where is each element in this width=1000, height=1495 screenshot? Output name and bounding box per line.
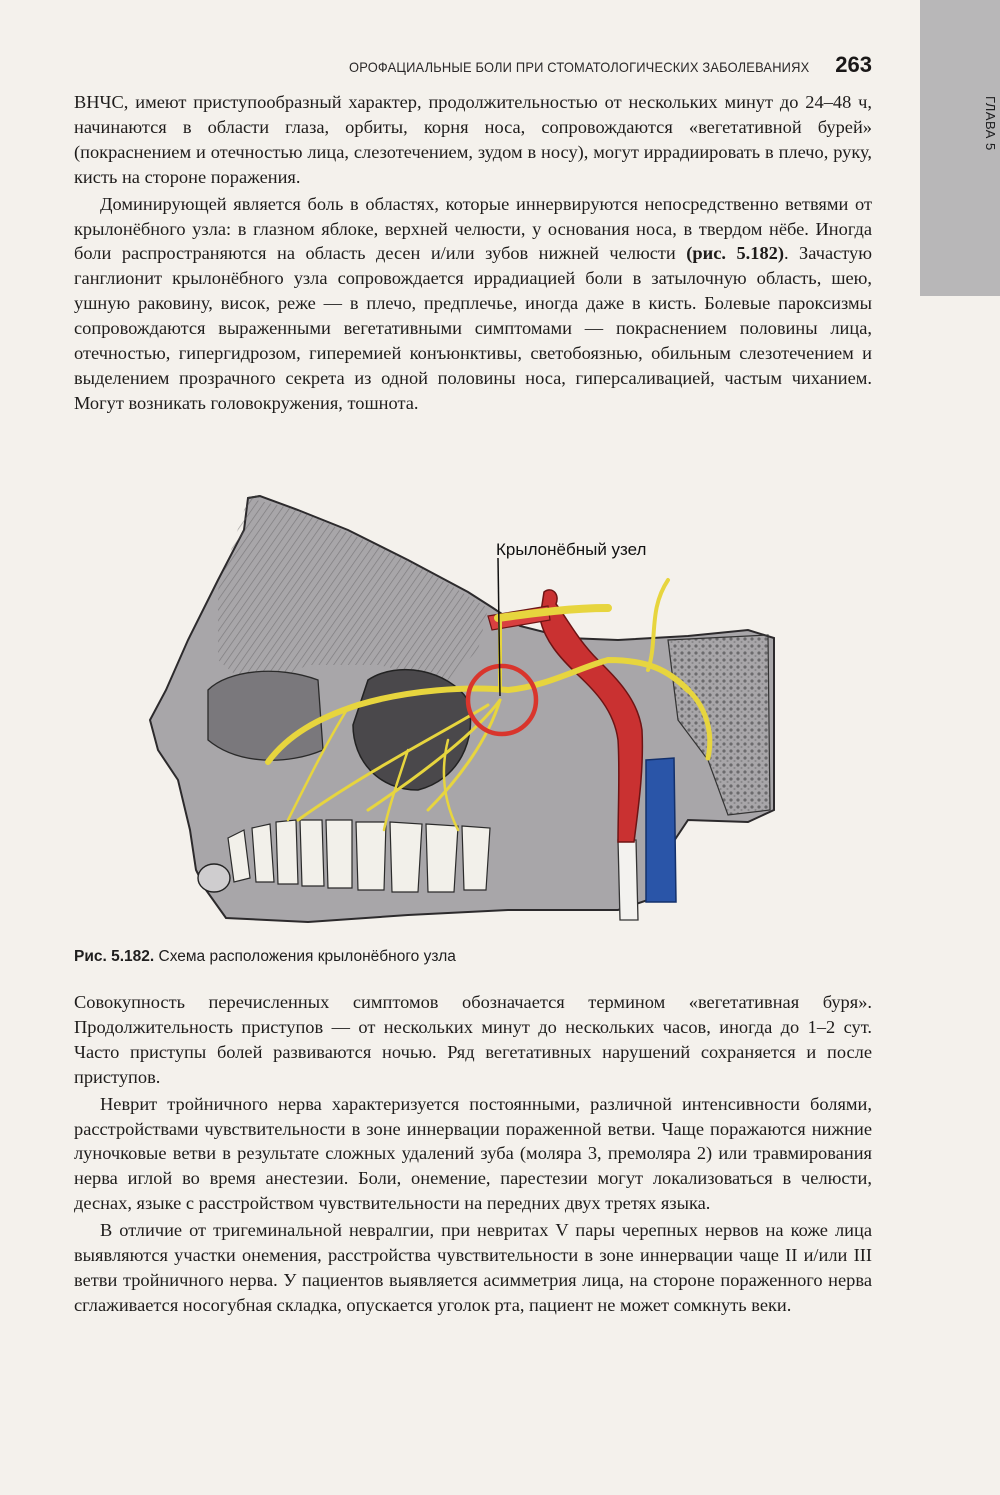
tooth: [300, 820, 324, 886]
figure-pterygopalatine-ganglion: [148, 490, 780, 930]
upper-teeth: [228, 820, 490, 892]
tooth: [462, 826, 490, 890]
running-header: [0, 52, 872, 78]
tooth: [356, 822, 386, 890]
body-text-top: [74, 90, 872, 416]
tooth: [390, 822, 422, 892]
paragraph: ВНЧС, имеют приступообразный характер, продолжительностью от нескольких минут до 24–48 ч, начинаются в области глаза, орбиты, корня носа, сопровождаются «вегетативной бурей» (покраснением и отечностью лица, слезотечением, зудом в носу), могут иррадиировать в плечо, руку, кисть на стороне поражения.: [74, 92, 872, 187]
caption-number: Рис. 5.182.: [74, 948, 155, 965]
paragraph: В отличие от тригеминальной невралгии, при невритах V пары черепных нервов на коже лица выявляются участки онемения, расстройства чувствительности в зоне иннервации чаще II и/или III ветви тройничного нерва. У пациентов выявляется асимметрия лица, на стороне пораженного нерва сглаживается носогубная складка, опускается уголок рта, пациент не может сомкнуть веки.: [74, 1220, 872, 1315]
paragraph: Совокупность перечисленных симптомов обозначается термином «вегетативная буря». Продолжительность приступов — от нескольких минут до нескольких часов, иногда до 1–2 сут. Часто приступы болей развиваются ночью. Ряд вегетативных нарушений сохраняется и после приступов.: [74, 992, 872, 1087]
chapter-tab-label: ГЛАВА 5: [983, 96, 998, 151]
paragraph: Неврит тройничного нерва характеризуется постоянными, различной интенсивности болями, расстройствами чувствительности в зоне иннервации пораженной ветви. Чаще поражаются нижние луночковые ветви в результате сложных удалений зуба (моляра 3, премоляра 2) или травмирования нерва иглой во время анестезии. Боли, онемение, парестезии могут локализоваться в челюсти, деснах, языке с расстройством чувствительности на передних двух третях языка.: [74, 1093, 872, 1214]
body-text-bottom: [74, 990, 872, 1318]
running-title: ОРОФАЦИАЛЬНЫЕ БОЛИ ПРИ СТОМАТОЛОГИЧЕСКИХ ЗАБОЛЕВАНИЯХ: [348, 59, 810, 75]
tooth: [326, 820, 352, 888]
carotid-sheath: [618, 840, 638, 920]
skull-illustration: [148, 490, 780, 930]
vein: [646, 758, 676, 902]
mouth-corner: [198, 864, 230, 892]
figure-caption: [74, 948, 872, 966]
tooth: [426, 824, 458, 892]
caption-text: Схема расположения крылонёбного узла: [154, 948, 456, 965]
chapter-tab: [920, 0, 1000, 296]
paragraph: [74, 192, 872, 416]
paragraph-text: . Зачастую ганглионит крылонёбного узла сопровождается иррадиацией боли в затылочную область, шею, ушную раковину, висок, реже — в плечо, предплечье, иногда даже в кисть. Болевые пароксизмы сопровождаются выраженными вегетативными симптомами — покраснением половины лица, отечностью, гипергидрозом, гиперемией конъюнктивы, светобоязнью, обильным слезотечением и выделением прозрачного секрета из одной половины носа, гиперсаливацией, частым чиханием. Могут возникать головокружения, тошнота.: [74, 243, 872, 413]
paragraph-text: Доминирующей является боль в областях, которые иннервируются непосредственно ветвями от крылонёбного узла: в глазном яблоке, верхней челюсти, у основания носа, в твердом нёбе. Иногда боли распространяются на область десен и/или зубов нижней челюсти: [74, 193, 872, 264]
nasal-cavity: [208, 671, 323, 760]
figure-reference: (рис. 5.182): [686, 243, 784, 264]
tooth: [276, 820, 298, 884]
skull-shading: [218, 498, 488, 690]
tooth: [252, 824, 274, 882]
page-number: 263: [835, 52, 872, 77]
figure-label: Крылонёбный узел: [496, 540, 647, 559]
